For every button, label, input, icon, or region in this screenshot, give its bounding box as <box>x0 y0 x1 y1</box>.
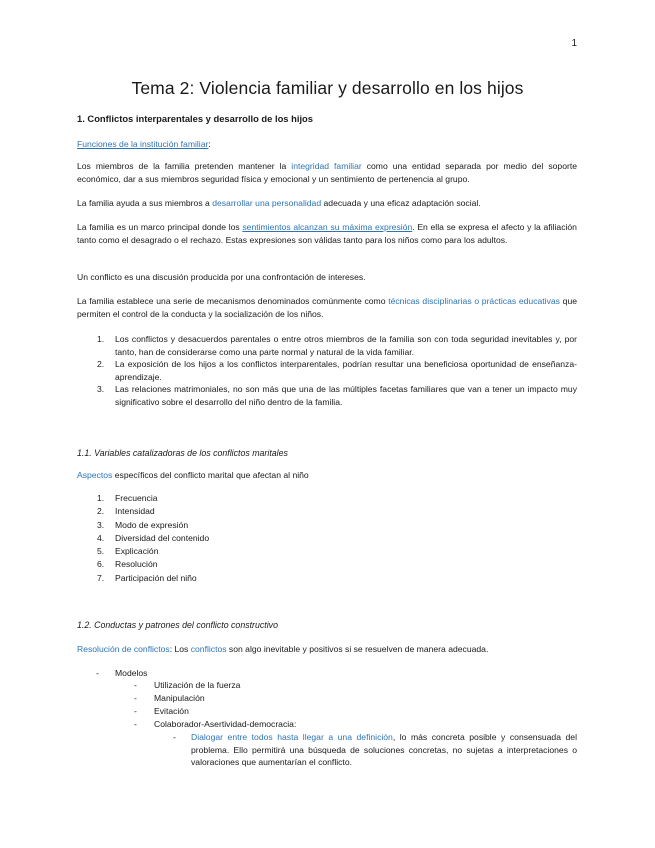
list-item: 6. Resolución <box>97 559 158 570</box>
list-item: 3. Las relaciones matrimoniales, no son más que una de las múltiples facetas familiares que van a tener un impacto muy significativo sobre el desarrollo del niño dentro de la familia. <box>97 384 577 407</box>
highlight-term: Dialogar entre todos hasta llegar a una definición <box>191 732 393 742</box>
bullet-dash: - <box>173 732 176 742</box>
model-item: Evitación <box>154 706 189 716</box>
highlight-term: desarrollar una personalidad <box>212 198 322 208</box>
document-title: Tema 2: Violencia familiar y desarrollo en los hijos <box>131 78 524 98</box>
paragraph-sentimientos: La familia es un marco principal donde los sentimientos alcanzan su máxima expresión. En ella se expresa el afecto y la afiliación tanto como el desagrado o el rechazo. Estas expresiones son válidas tanto para los niños como para los adultos. <box>77 222 577 245</box>
highlight-term: Resolución de conflictos <box>77 644 170 654</box>
bullet-dash: - <box>134 680 137 690</box>
list-item: 2. La exposición de los hijos a los conflictos interparentales, podrían resultar una beneficiosa oportunidad de enseñanza-aprendizaje. <box>97 359 577 382</box>
paragraph-personalidad: La familia ayuda a sus miembros a desarrollar una personalidad adecuada y una eficaz adaptación social. <box>77 198 481 208</box>
bullet-dash: - <box>96 668 99 678</box>
aspects-intro: Aspectos específicos del conflicto marital que afectan al niño <box>77 470 309 480</box>
page-number: 1 <box>571 38 577 49</box>
highlight-term: Aspectos <box>77 470 113 480</box>
subheading-link[interactable]: Funciones de la institución familiar <box>77 139 209 149</box>
list-item: 5. Explicación <box>97 546 159 557</box>
resolution-intro: Resolución de conflictos: Los conflictos son algo inevitable y positivos si se resuelven de manera adecuada. <box>77 644 489 654</box>
paragraph-integridad: Los miembros de la familia pretenden mantener la integridad familiar como una entidad separada por medio del soporte económico, dar a sus miembros seguridad física y emocional y un sentimiento de pertenencia al grupo. <box>77 161 577 184</box>
list-item: 2. Intensidad <box>97 506 155 517</box>
section-heading: 1. Conflictos interparentales y desarrollo de los hijos <box>77 113 314 124</box>
models-label: Modelos <box>115 668 148 678</box>
numbered-list <box>77 333 577 409</box>
list-item: 7. Participación del niño <box>97 572 197 583</box>
list-item: 1. Los conflictos y desacuerdos parentales o entre otros miembros de la familia son con toda seguridad inevitables y, por tanto, han de considerarse como una parte normal y natural de la vida familiar. <box>97 334 577 357</box>
highlight-term: técnicas disciplinarias o prácticas educativas <box>388 296 560 306</box>
bullet-dash: - <box>134 693 137 703</box>
subsection-heading: 1.1. Variables catalizadoras de los conflictos maritales <box>77 448 288 458</box>
highlight-term: integridad familiar <box>291 161 362 171</box>
list-item: 4. Diversidad del contenido <box>97 532 210 543</box>
highlight-term: sentimientos alcanzan su máxima expresión <box>242 222 413 232</box>
list-item: 1. Frecuencia <box>97 493 158 503</box>
list-item: 3. Modo de expresión <box>97 519 189 530</box>
bullet-dash: - <box>134 719 137 729</box>
model-item: Colaborador-Asertividad-democracia: <box>154 719 297 729</box>
subheading-functions: Funciones de la institución familiar: <box>77 139 211 149</box>
model-item: Manipulación <box>154 693 205 703</box>
bullet-dash: - <box>134 706 137 716</box>
model-detail: Dialogar entre todos hasta llegar a una definición, lo más concreta posible y consensuada del problema. Ello permitirá una búsqueda de soluciones concretas, no sujetas a interpretaciones o valoraciones que aumentarían el conflicto. <box>191 732 577 768</box>
aspects-list <box>77 492 577 585</box>
highlight-term: conflictos <box>190 644 227 654</box>
model-item: Utilización de la fuerza <box>154 680 241 690</box>
subsection-heading: 1.2. Conductas y patrones del conflicto constructivo <box>77 620 278 630</box>
paragraph-conflicto: Un conflicto es una discusión producida por una confrontación de intereses. <box>77 272 366 282</box>
paragraph-tecnicas: La familia establece una serie de mecanismos denominados comúnmente como técnicas disciplinarias o prácticas educativas que permiten el control de la conducta y la socialización de los niños. <box>77 296 578 319</box>
